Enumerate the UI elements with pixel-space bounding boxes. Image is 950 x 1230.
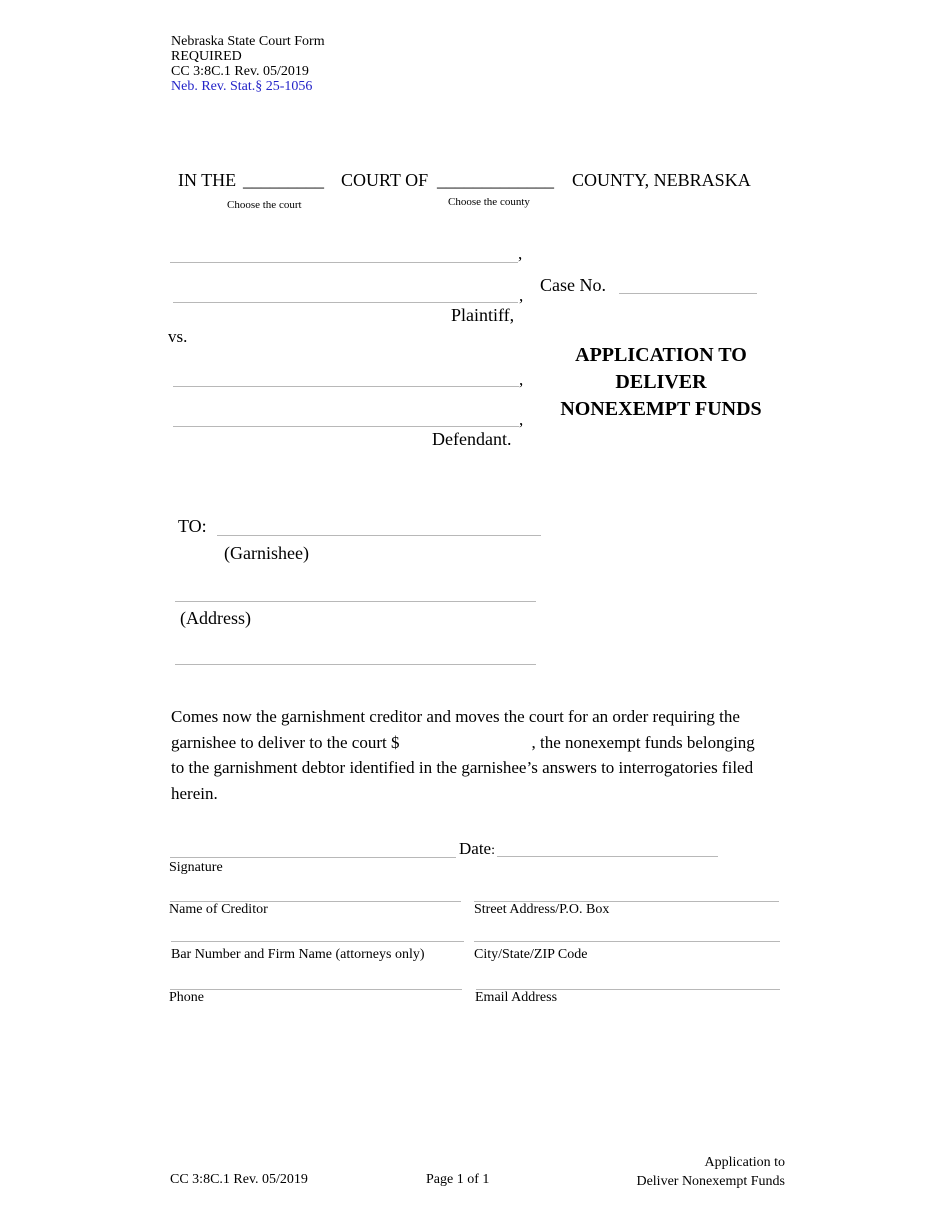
statute-link[interactable]: Neb. Rev. Stat.§ 25-1056 xyxy=(171,79,313,94)
county-select[interactable]: _____________ xyxy=(437,170,554,190)
to-label: TO: xyxy=(178,516,207,536)
footer-title-line-1: Application to xyxy=(704,1155,785,1170)
court-select[interactable]: _________ xyxy=(243,170,324,190)
plaintiff-comma-1: , xyxy=(518,244,523,263)
signature-label: Signature xyxy=(169,860,223,875)
case-number-field[interactable] xyxy=(619,275,757,294)
defendant-comma-2: , xyxy=(519,410,524,429)
choose-court-hint: Choose the court xyxy=(227,199,302,211)
plaintiff-label: Plaintiff, xyxy=(451,305,515,325)
defendant-comma-1: , xyxy=(519,370,524,389)
defendant-name-1-field[interactable] xyxy=(173,368,519,387)
footer-form-code: CC 3:8C.1 Rev. 05/2019 xyxy=(170,1172,308,1187)
address-line-2-field[interactable] xyxy=(175,646,536,665)
court-of-label: COURT OF xyxy=(341,170,429,190)
footer-title xyxy=(600,1153,785,1191)
date-line[interactable] xyxy=(497,856,718,857)
city-state-zip-line[interactable] xyxy=(474,941,780,942)
date-label: Date: xyxy=(459,839,495,858)
street-address-label: Street Address/P.O. Box xyxy=(474,902,610,917)
defendant-name-2-field[interactable] xyxy=(173,408,519,427)
form-code: CC 3:8C.1 Rev. 05/2019 xyxy=(171,64,309,79)
email-address-label: Email Address xyxy=(475,990,558,1005)
defendant-label: Defendant. xyxy=(432,429,512,449)
required-label: REQUIRED xyxy=(171,49,242,64)
footer-page-number: Page 1 of 1 xyxy=(426,1172,490,1187)
county-nebraska-label: COUNTY, NEBRASKA xyxy=(572,170,751,190)
title-line-3: NONEXEMPT FUNDS xyxy=(560,398,762,420)
name-of-creditor-label: Name of Creditor xyxy=(169,902,268,917)
plaintiff-comma-2: , xyxy=(519,286,524,305)
city-state-zip-label: City/State/ZIP Code xyxy=(474,947,588,962)
phone-label: Phone xyxy=(169,990,204,1005)
vs-label: vs. xyxy=(168,327,188,346)
bar-number-label: Bar Number and Firm Name (attorneys only) xyxy=(171,947,425,962)
document-title xyxy=(541,342,781,423)
form-name: Nebraska State Court Form xyxy=(171,34,325,49)
address-label: (Address) xyxy=(180,608,251,628)
plaintiff-name-2-field[interactable] xyxy=(173,284,518,303)
body-text-part-2: , the nonexempt funds belonging to the garnishment debtor identified in the garnishee’s answers to interrogatories filed herein. xyxy=(171,732,755,803)
body-text-part-1: Comes now the garnishment creditor and moves the court for an order requiring the garnishee to deliver to the court $ xyxy=(171,707,740,752)
choose-county-hint: Choose the county xyxy=(448,196,530,208)
signature-line[interactable] xyxy=(170,857,456,858)
body-paragraph xyxy=(171,704,771,806)
footer-title-line-2: Deliver Nonexempt Funds xyxy=(636,1174,785,1189)
address-line-1-field[interactable] xyxy=(175,583,536,602)
title-line-1: APPLICATION TO xyxy=(575,344,747,366)
title-line-2: DELIVER xyxy=(615,371,707,393)
case-no-label: Case No. xyxy=(540,275,606,295)
garnishee-field[interactable] xyxy=(217,517,541,536)
bar-number-line[interactable] xyxy=(171,941,464,942)
plaintiff-name-1-field[interactable] xyxy=(170,244,518,263)
garnishee-label: (Garnishee) xyxy=(224,543,309,563)
phone-line[interactable] xyxy=(170,989,462,990)
in-the-label: IN THE xyxy=(178,170,237,190)
